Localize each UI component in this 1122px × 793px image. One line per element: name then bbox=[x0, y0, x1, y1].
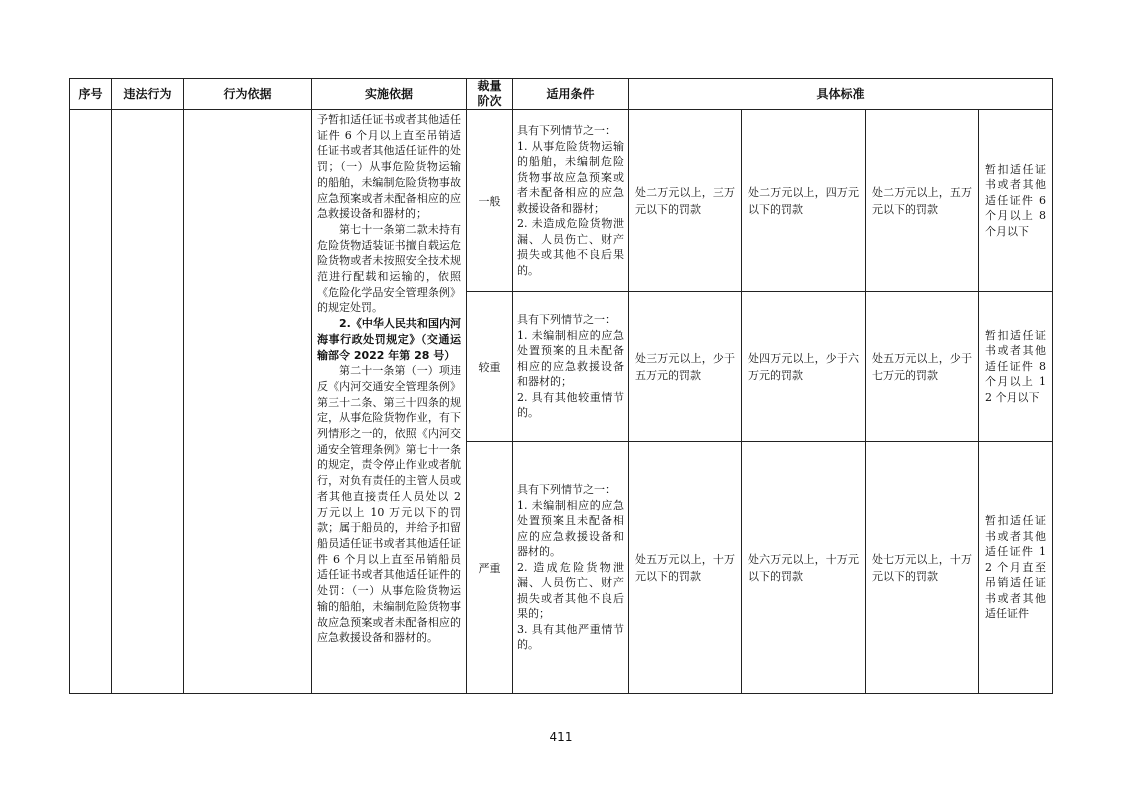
condition-line: 3. 具有其他严重情节的。 bbox=[517, 622, 624, 652]
header-seq: 序号 bbox=[70, 79, 112, 110]
impl-basis-paragraph: 第二十一条第（一）项违反《内河交通安全管理条例》第三十二条、第三十四条的规定，从事危险货物作业，有下列情形之一的，依照《内河交通安全管理条例》第七十一条的规定，责令停止作业或者航行，对负有责任的主管人员或者其他直接责任人员处以 2 万元以上 10 万元以下的罚款；属于船员的，并给予扣留船员适任证书或者其他适任证件 6 个月以上直至吊销船员适任证书或者其他适任证件的处罚：（一）从事危险货物运输的船舶，未编制危险货物事故应急预案或者未配备相应的应急救援设备和器材的。 bbox=[317, 364, 461, 645]
header-violation: 违法行为 bbox=[112, 79, 184, 110]
condition-line: 2. 未造成危险货物泄漏、人员伤亡、财产损失或其他不良后果的。 bbox=[517, 217, 624, 277]
header-basis: 行为依据 bbox=[184, 79, 312, 110]
condition-line: 1. 未编制相应的应急处置预案的且未配备相应的应急救援设备和器材的； bbox=[517, 328, 624, 389]
fine-standard-cell: 处三万元以上，少于五万元的罚款 bbox=[629, 292, 742, 442]
condition-line: 具有下列情节之一： bbox=[517, 313, 616, 327]
header-level-line1: 裁量 bbox=[477, 79, 502, 93]
impl-basis-paragraph: 予暂扣适任证书或者其他适任证件 6 个月以上直至吊销适任证书或者其他适任证件的处罚；（一）从事危险货物运输的船舶，未编制危险货物事故应急预案或者未配备相应的应急救援设备和器材的； bbox=[317, 113, 461, 221]
header-level bbox=[467, 79, 513, 110]
table-body bbox=[70, 110, 1053, 694]
violation-cell bbox=[112, 110, 184, 694]
condition-line: 2. 具有其他较重情节的。 bbox=[517, 390, 624, 420]
condition-line: 具有下列情节之一： bbox=[517, 124, 616, 137]
conditions-cell bbox=[513, 110, 629, 292]
header-standards: 具体标准 bbox=[629, 79, 1053, 110]
level-cell: 较重 bbox=[467, 292, 513, 442]
fine-standard-cell: 处四万元以上，少于六万元的罚款 bbox=[742, 292, 866, 442]
seq-cell bbox=[70, 110, 112, 694]
level-cell: 严重 bbox=[467, 442, 513, 694]
fine-standard-cell: 处六万元以上，十万元以下的罚款 bbox=[742, 442, 866, 694]
condition-line: 1. 未编制相应的应急处置预案且未配备相应的应急救援设备和器材的。 bbox=[517, 498, 624, 559]
suspension-standard-cell: 暂扣适任证书或者其他适任证件 8 个月以上 12 个月以下 bbox=[979, 292, 1053, 442]
fine-standard-cell: 处二万元以上，四万元以下的罚款 bbox=[742, 110, 866, 292]
header-level-line2: 阶次 bbox=[477, 94, 502, 108]
fine-standard-cell: 处五万元以上，少于七万元的罚款 bbox=[866, 292, 979, 442]
table-row bbox=[70, 110, 1053, 292]
header-row bbox=[70, 79, 1053, 110]
condition-line: 具有下列情节之一： bbox=[517, 483, 616, 497]
fine-standard-cell: 处二万元以上，三万元以下的罚款 bbox=[629, 110, 742, 292]
conditions-cell bbox=[513, 442, 629, 694]
fine-standard-cell: 处五万元以上，十万元以下的罚款 bbox=[629, 442, 742, 694]
fine-standard-cell: 处二万元以上，五万元以下的罚款 bbox=[866, 110, 979, 292]
impl-basis-paragraph: 2.《中华人民共和国内河海事行政处罚规定》（交通运输部令 2022 年第 28 号） bbox=[317, 317, 461, 362]
condition-line: 1. 从事危险货物运输的船舶，未编制危险货物事故应急预案或者未配备相应的应急救援设备和器材； bbox=[517, 139, 624, 215]
level-cell: 一般 bbox=[467, 110, 513, 292]
penalty-standards-table bbox=[69, 78, 1053, 694]
basis-cell bbox=[184, 110, 312, 694]
impl-basis-paragraph: 第七十一条第二款未持有危险货物适装证书擅自载运危险货物或者未按照安全技术规范进行配载和运输的，依照《危险化学品安全管理条例》的规定处罚。 bbox=[317, 222, 461, 315]
suspension-standard-cell: 暂扣适任证书或者其他适任证件 6 个月以上 8 个月以下 bbox=[979, 110, 1053, 292]
fine-standard-cell: 处七万元以上，十万元以下的罚款 bbox=[866, 442, 979, 694]
suspension-standard-cell: 暂扣适任证书或者其他适任证件 12 个月直至吊销适任证书或者其他适任证件 bbox=[979, 442, 1053, 694]
conditions-cell bbox=[513, 292, 629, 442]
page-number: 411 bbox=[549, 730, 573, 744]
header-conditions: 适用条件 bbox=[513, 79, 629, 110]
condition-line: 2. 造成危险货物泄漏、人员伤亡、财产损失或者其他不良后果的； bbox=[517, 560, 624, 621]
header-impl-basis: 实施依据 bbox=[312, 79, 467, 110]
impl-basis-text bbox=[317, 112, 461, 646]
impl-basis-cell bbox=[312, 110, 467, 694]
